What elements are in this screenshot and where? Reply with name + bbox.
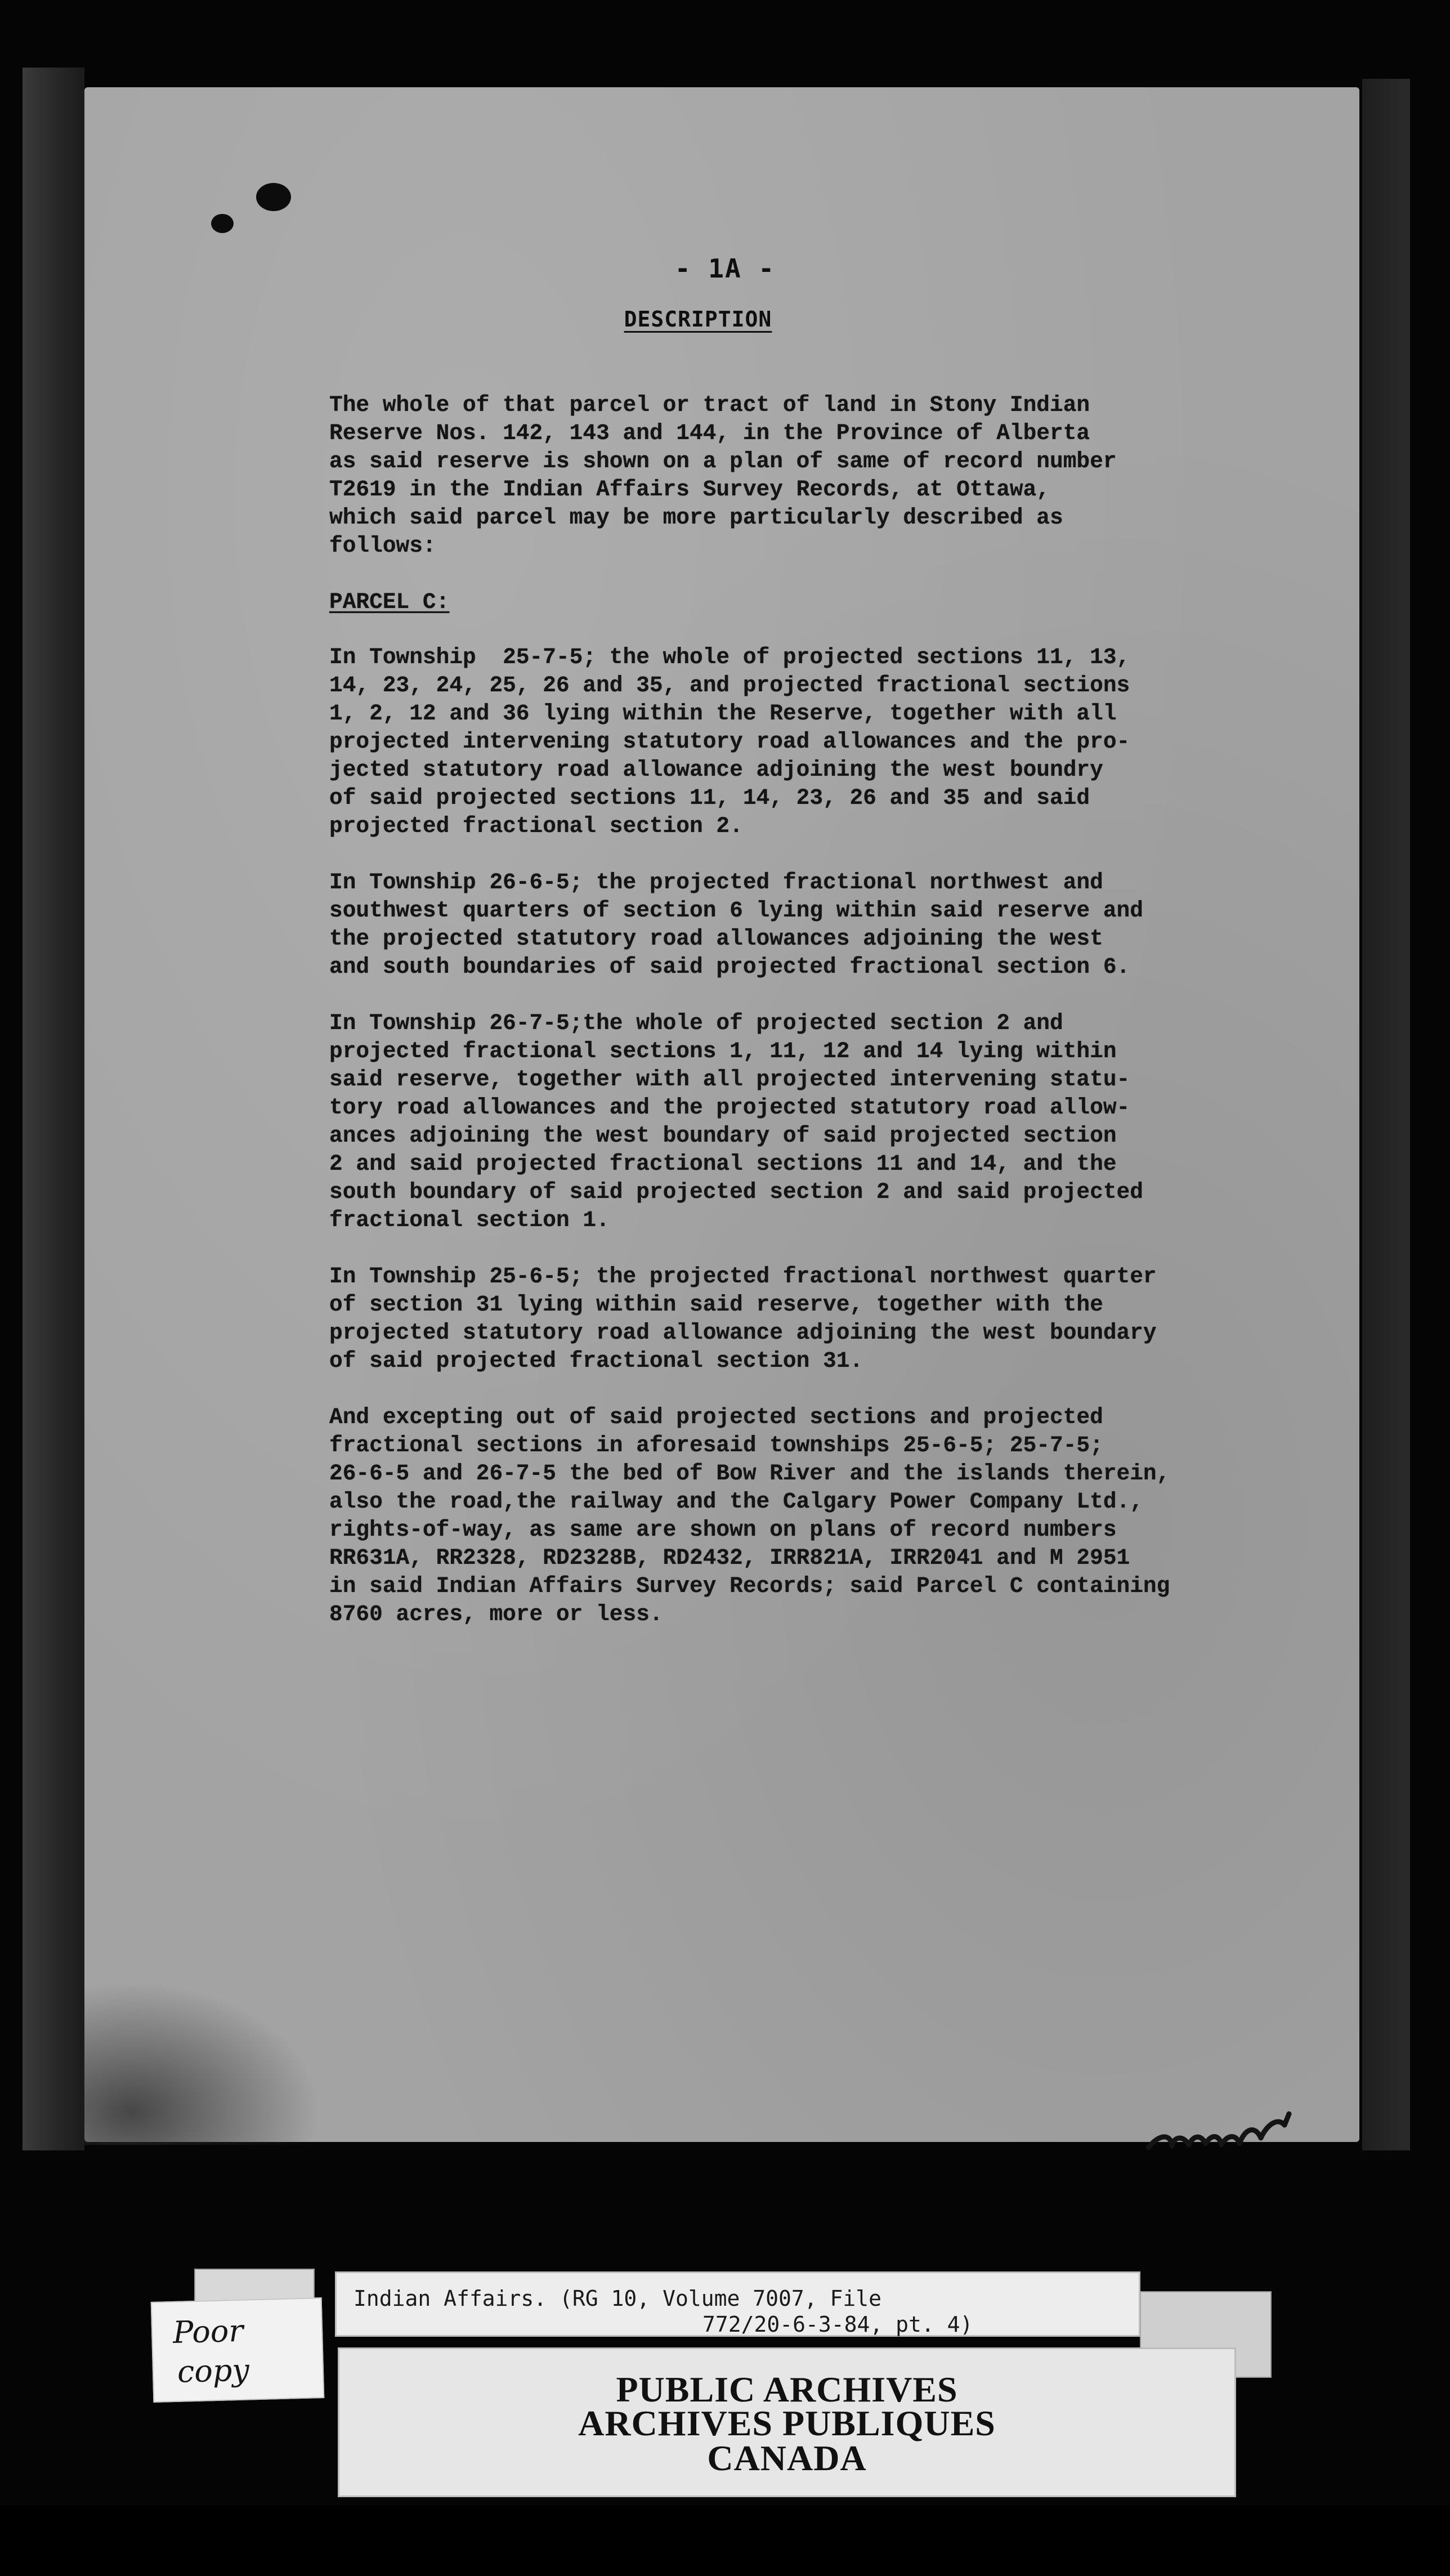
paragraph-line: In Township 25-7-5; the whole of projected sections 11, 13, (329, 645, 1130, 670)
bottom-film-edge (0, 2505, 1450, 2576)
poor-copy-note (151, 2297, 325, 2403)
intro-line: as said reserve is shown on a plan of same of record number (329, 449, 1117, 474)
paragraph-line: 2 and said projected fractional sections 11 and 14, and the (329, 1151, 1117, 1177)
paragraph-line: said reserve, together with all projected intervening statu- (329, 1067, 1130, 1092)
reference-line-2: 772/20-6-3-84, pt. 4) (702, 2312, 973, 2337)
paragraph-line: southwest quarters of section 6 lying within said reserve and (329, 898, 1143, 923)
intro-line: The whole of that parcel or tract of land in Stony Indian (329, 392, 1090, 418)
binder-hole-small (211, 214, 234, 233)
paragraph-line: RR631A, RR2328, RD2328B, RD2432, IRR821A, IRR2041 and M 2951 (329, 1545, 1130, 1571)
paragraph-line: In Township 26-6-5; the projected fractional northwest and (329, 870, 1103, 895)
intro-line: which said parcel may be more particularly described as (329, 505, 1063, 530)
intro-line: Reserve Nos. 142, 143 and 144, in the Province of Alberta (329, 421, 1090, 446)
paragraph-line: fractional section 1. (329, 1208, 610, 1233)
paragraph-line: projected statutory road allowance adjoining the west boundary (329, 1320, 1157, 1345)
paragraph-line: tory road allowances and the projected statutory road allow- (329, 1095, 1130, 1120)
paragraph-line: rights-of-way, as same are shown on plans of record numbers (329, 1517, 1117, 1542)
paragraph-line: projected intervening statutory road allowances and the pro- (329, 729, 1130, 754)
paragraph-township-26-6-5 (329, 869, 1185, 981)
paragraph-line: and south boundaries of said projected fractional section 6. (329, 954, 1130, 980)
paragraph-line: also the road,the railway and the Calgary Power Company Ltd., (329, 1489, 1143, 1514)
paragraph-line: in said Indian Affairs Survey Records; said Parcel C containing (329, 1573, 1170, 1599)
paragraph-line: In Township 26-7-5;the whole of projected section 2 and (329, 1010, 1063, 1036)
paragraph-line: projected fractional sections 1, 11, 12 and 14 lying within (329, 1039, 1117, 1064)
paragraph-township-26-7-5 (329, 1009, 1185, 1235)
paragraph-line: of section 31 lying within said reserve, together with the (329, 1292, 1103, 1317)
archives-french: ARCHIVES PUBLIQUES (578, 2403, 996, 2443)
paragraph-line: And excepting out of said projected sections and projected (329, 1405, 1103, 1430)
note-line-2: copy (177, 2352, 250, 2390)
handwritten-initials (1137, 2094, 1362, 2162)
film-frame-left (23, 68, 84, 2150)
paragraph-line: south boundary of said projected section 2 and said projected (329, 1179, 1143, 1205)
paragraph-line: In Township 25-6-5; the projected fractional northwest quarter (329, 1264, 1157, 1289)
binder-hole (256, 183, 291, 211)
paragraph-line: 8760 acres, more or less. (329, 1602, 663, 1627)
paragraph-line: of said projected fractional section 31. (329, 1348, 863, 1374)
archive-reference-label (335, 2271, 1140, 2337)
archive-reference-text (353, 2286, 973, 2337)
intro-paragraph (329, 391, 1185, 560)
archives-stamp-label (338, 2347, 1236, 2497)
parcel-heading: PARCEL C: (329, 589, 450, 615)
archives-country: CANADA (707, 2438, 867, 2478)
paragraph-township-25-6-5 (329, 1263, 1185, 1375)
document-body (329, 391, 1185, 1657)
paragraph-line: jected statutory road allowance adjoining the west boundry (329, 757, 1103, 782)
paragraph-line: 1, 2, 12 and 36 lying within the Reserve, together with all (329, 701, 1117, 726)
intro-line: T2619 in the Indian Affairs Survey Records, at Ottawa, (329, 477, 1050, 502)
note-line-1: Poor (172, 2313, 244, 2350)
intro-line: follows: (329, 533, 436, 558)
paragraph-line: the projected statutory road allowances adjoining the west (329, 926, 1103, 951)
film-frame-right (1362, 79, 1410, 2150)
page-number: - 1A - (674, 253, 776, 284)
page-title: DESCRIPTION (624, 307, 772, 332)
paragraph-line: projected fractional section 2. (329, 813, 743, 839)
paragraph-township-25-7-5 (329, 643, 1185, 840)
paragraph-line: fractional sections in aforesaid townships 25-6-5; 25-7-5; (329, 1433, 1103, 1458)
paragraph-exceptions (329, 1403, 1185, 1629)
paragraph-line: 26-6-5 and 26-7-5 the bed of Bow River and the islands therein, (329, 1461, 1170, 1486)
paragraph-line: of said projected sections 11, 14, 23, 26 and 35 and said (329, 785, 1090, 811)
page-corner-shadow (84, 1982, 321, 2145)
paragraph-line: ances adjoining the west boundary of said projected section (329, 1123, 1117, 1148)
archives-english: PUBLIC ARCHIVES (616, 2369, 958, 2409)
paragraph-line: 14, 23, 24, 25, 26 and 35, and projected fractional sections (329, 673, 1130, 698)
reference-line-1: Indian Affairs. (RG 10, Volume 7007, File (353, 2286, 881, 2311)
